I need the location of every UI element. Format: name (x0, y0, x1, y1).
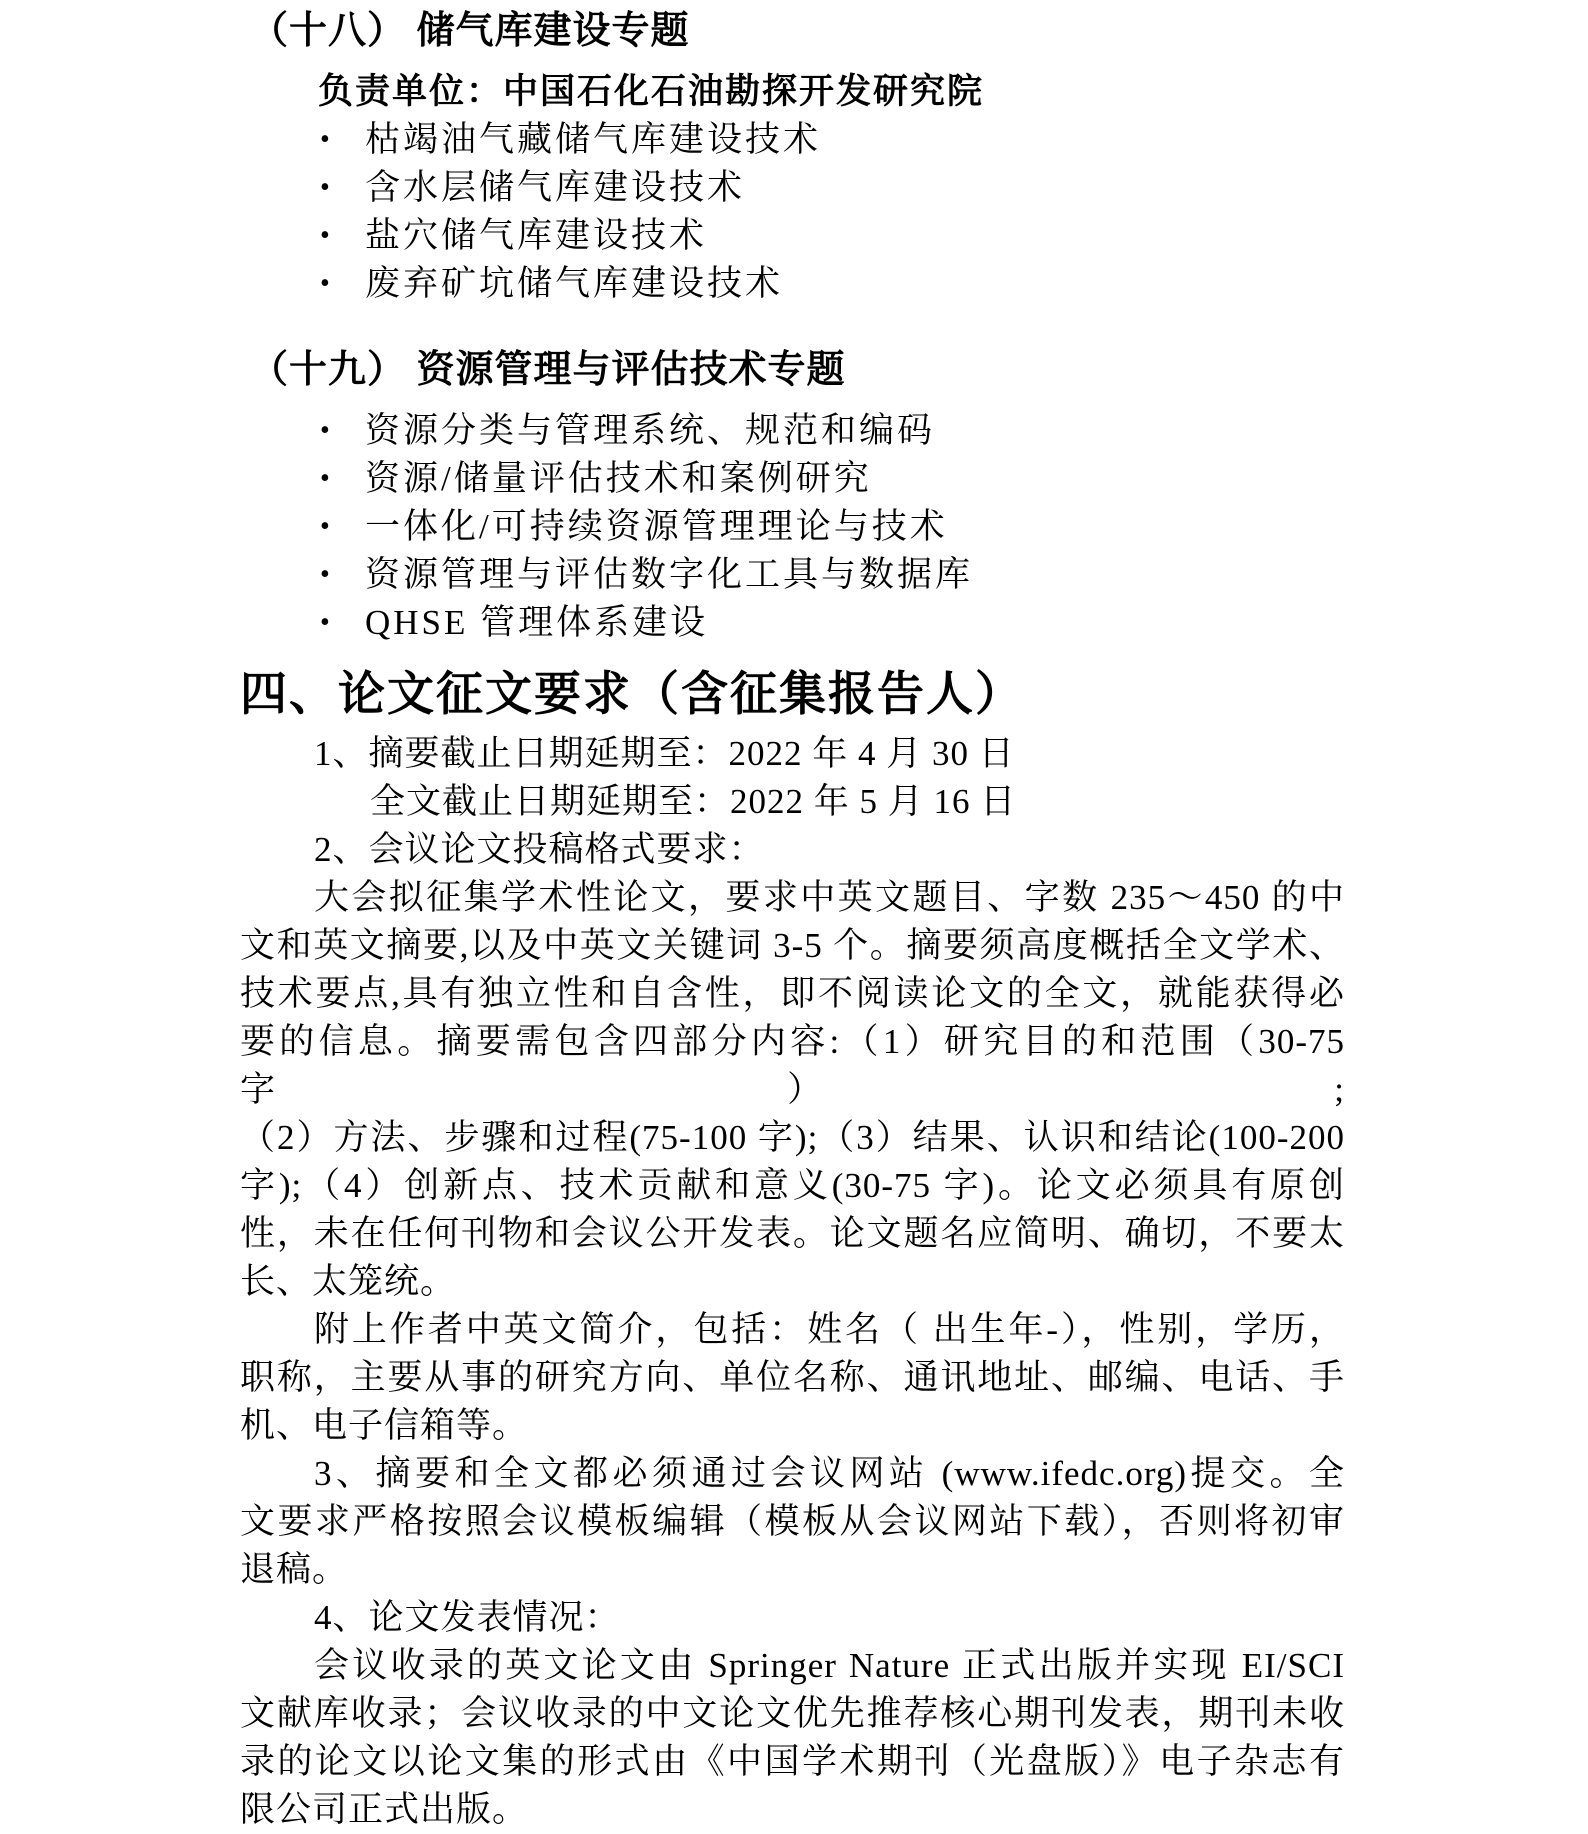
bullet-text: 资源分类与管理系统、规范和编码 (365, 411, 936, 450)
text-line: 文献库收录；会议收录的中文论文优先推荐核心期刊发表，期刊未收 (240, 1694, 1345, 1733)
bullet-dot-icon: • (320, 463, 330, 494)
bullet-item (240, 407, 1345, 455)
text-line: 3、摘要和全文都必须通过会议网站 (www.ifedc.org)提交。全 (314, 1454, 1345, 1493)
text-line: 2、会议论文投稿格式要求： (314, 830, 765, 869)
section-19 (240, 345, 1345, 647)
text-line: 会议收录的英文论文由 Springer Nature 正式出版并实现 EI/SCI (314, 1646, 1345, 1685)
bullet-text: QHSE 管理体系建设 (365, 603, 709, 642)
bullet-text: 枯竭油气藏储气库建设技术 (365, 120, 822, 159)
section-18 (240, 6, 1345, 308)
bullet-item (240, 164, 1345, 212)
bullet-item (240, 551, 1345, 599)
text-line: （2）方法、步骤和过程(75-100 字);（3）结果、认识和结论(100-200 (240, 1118, 1345, 1157)
bullet-text: 盐穴储气库建设技术 (365, 216, 708, 255)
responsible-unit-label: 负责单位：中国石化石油勘探开发研究院 (318, 72, 985, 111)
bullet-dot-icon: • (320, 268, 330, 299)
chapter-heading: 四、论文征文要求（含征集报告人） (240, 669, 1024, 721)
text-line: 机、电子信箱等。 (240, 1406, 529, 1445)
bullet-dot-icon: • (320, 511, 330, 542)
topic-bullet-list (240, 116, 1345, 308)
text-line: 性，未在任何刊物和会议公开发表。论文题名应简明、确切，不要太 (240, 1214, 1345, 1253)
topic-sections (240, 6, 1345, 647)
bullet-item (240, 503, 1345, 551)
topic-bullet-list (240, 407, 1345, 647)
text-line: 字);（4）创新点、技术贡献和意义(30-75 字)。论文必须具有原创 (240, 1166, 1345, 1205)
text-line: 附上作者中英文简介，包括：姓名（ 出生年-），性别，学历， (314, 1310, 1345, 1349)
text-line: 技术要点,具有独立性和自含性，即不阅读论文的全文，就能获得必 (240, 974, 1345, 1013)
bullet-dot-icon: • (320, 415, 330, 446)
text-line: 录的论文以论文集的形式由《中国学术期刊（光盘版）》电子杂志有 (240, 1742, 1345, 1781)
text-line: 1、摘要截止日期延期至：2022 年 4 月 30 日 (314, 734, 1015, 773)
bullet-dot-icon: • (320, 607, 330, 638)
text-line: 4、论文发表情况： (314, 1598, 621, 1637)
text-line: 限公司正式出版。 (240, 1790, 529, 1829)
bullet-text: 一体化/可持续资源管理理论与技术 (365, 507, 948, 546)
bullet-item (240, 116, 1345, 164)
bullet-dot-icon: • (320, 559, 330, 590)
bullet-text: 废弃矿坑储气库建设技术 (365, 264, 784, 303)
text-line: 文要求严格按照会议模板编辑（模板从会议网站下载），否则将初审 (240, 1502, 1345, 1541)
topic-heading: （十九） 资源管理与评估技术专题 (250, 349, 846, 391)
topic-heading: （十八） 储气库建设专题 (250, 10, 690, 52)
bullet-dot-icon: • (320, 220, 330, 251)
bullet-item (240, 212, 1345, 260)
text-line: 退稿。 (240, 1550, 349, 1589)
bullet-item (240, 599, 1345, 647)
text-line: 要的信息。摘要需包含四部分内容:（1）研究目的和范围（30-75 字）; (240, 1022, 1345, 1109)
body-paragraphs (240, 730, 1345, 1834)
bullet-text: 含水层储气库建设技术 (365, 168, 746, 207)
text-line: 大会拟征集学术性论文，要求中英文题目、字数 235～450 的中 (314, 878, 1345, 917)
bullet-item (240, 260, 1345, 308)
text-line: 职称，主要从事的研究方向、单位名称、通讯地址、邮编、电话、手 (240, 1358, 1345, 1397)
bullet-dot-icon: • (320, 124, 330, 155)
bullet-text: 资源管理与评估数字化工具与数据库 (365, 555, 974, 594)
bullet-dot-icon: • (320, 172, 330, 203)
text-line: 全文截止日期延期至：2022 年 5 月 16 日 (370, 782, 1017, 821)
bullet-item (240, 455, 1345, 503)
text-line: 文和英文摘要,以及中英文关键词 3-5 个。摘要须高度概括全文学术、 (240, 926, 1345, 965)
text-line: 长、太笼统。 (240, 1262, 457, 1301)
bullet-text: 资源/储量评估技术和案例研究 (365, 459, 872, 498)
